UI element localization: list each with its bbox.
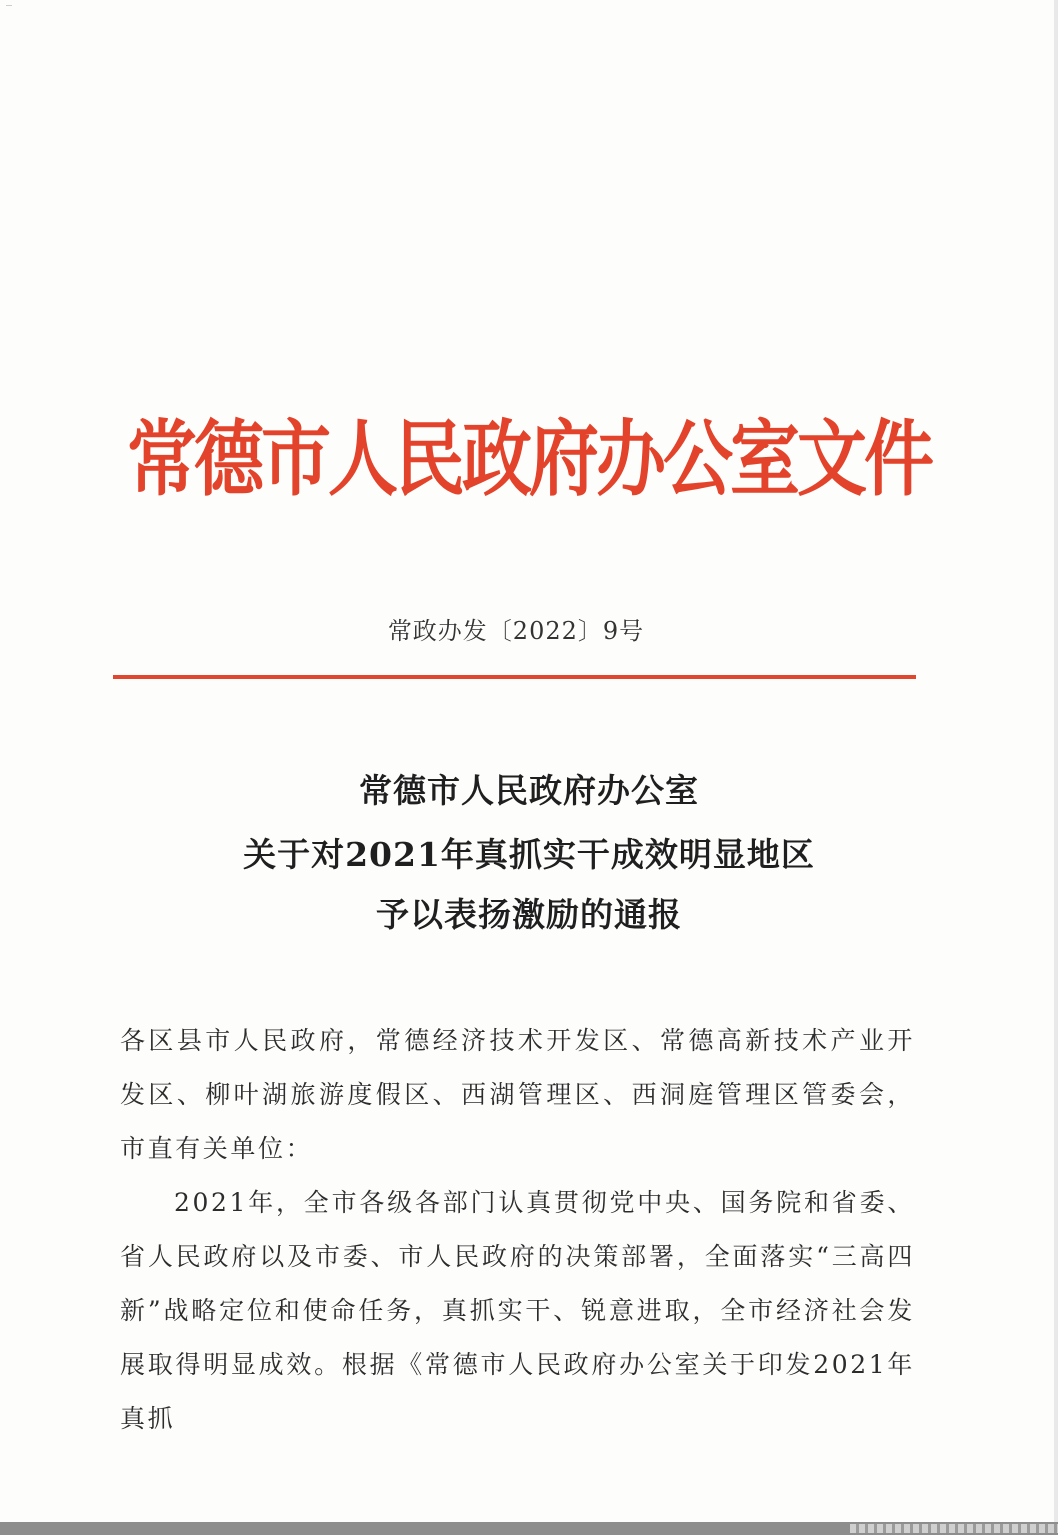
masthead-title: 常德市人民政府办公室文件: [127, 409, 931, 508]
red-divider-line: [113, 675, 916, 679]
scan-corner-mark: ‾: [6, 3, 12, 17]
notice-title-line-1: 常德市人民政府办公室: [359, 771, 699, 810]
salutation-paragraph: 各区县市人民政府，常德经济技术开发区、常德高新技术产业开发区、柳叶湖旅游度假区、西湖管理区、西洞庭管理区管委会，市直有关单位：: [120, 1026, 915, 1163]
body-paragraph-1: 2021年，全市各级各部门认真贯彻党中央、国务院和省委、省人民政府以及市委、市人民政府的决策部署，全面落实“三高四新”战略定位和使命任务，真抓实干、锐意进取，全市经济社会发展取得明显成效。根据《常德市人民政府办公室关于印发2021年真抓: [120, 1188, 915, 1433]
document-number: 常政办发〔2022〕9号: [387, 617, 645, 645]
notice-title-line-3: 予以表扬激励的通报: [376, 895, 682, 934]
notice-title-line-2: 关于对2021年真抓实干成效明显地区: [243, 835, 815, 874]
scan-bottom-noise: [850, 1524, 1058, 1533]
notice-body: [120, 1014, 915, 1446]
scan-right-edge: [1054, 0, 1058, 1535]
